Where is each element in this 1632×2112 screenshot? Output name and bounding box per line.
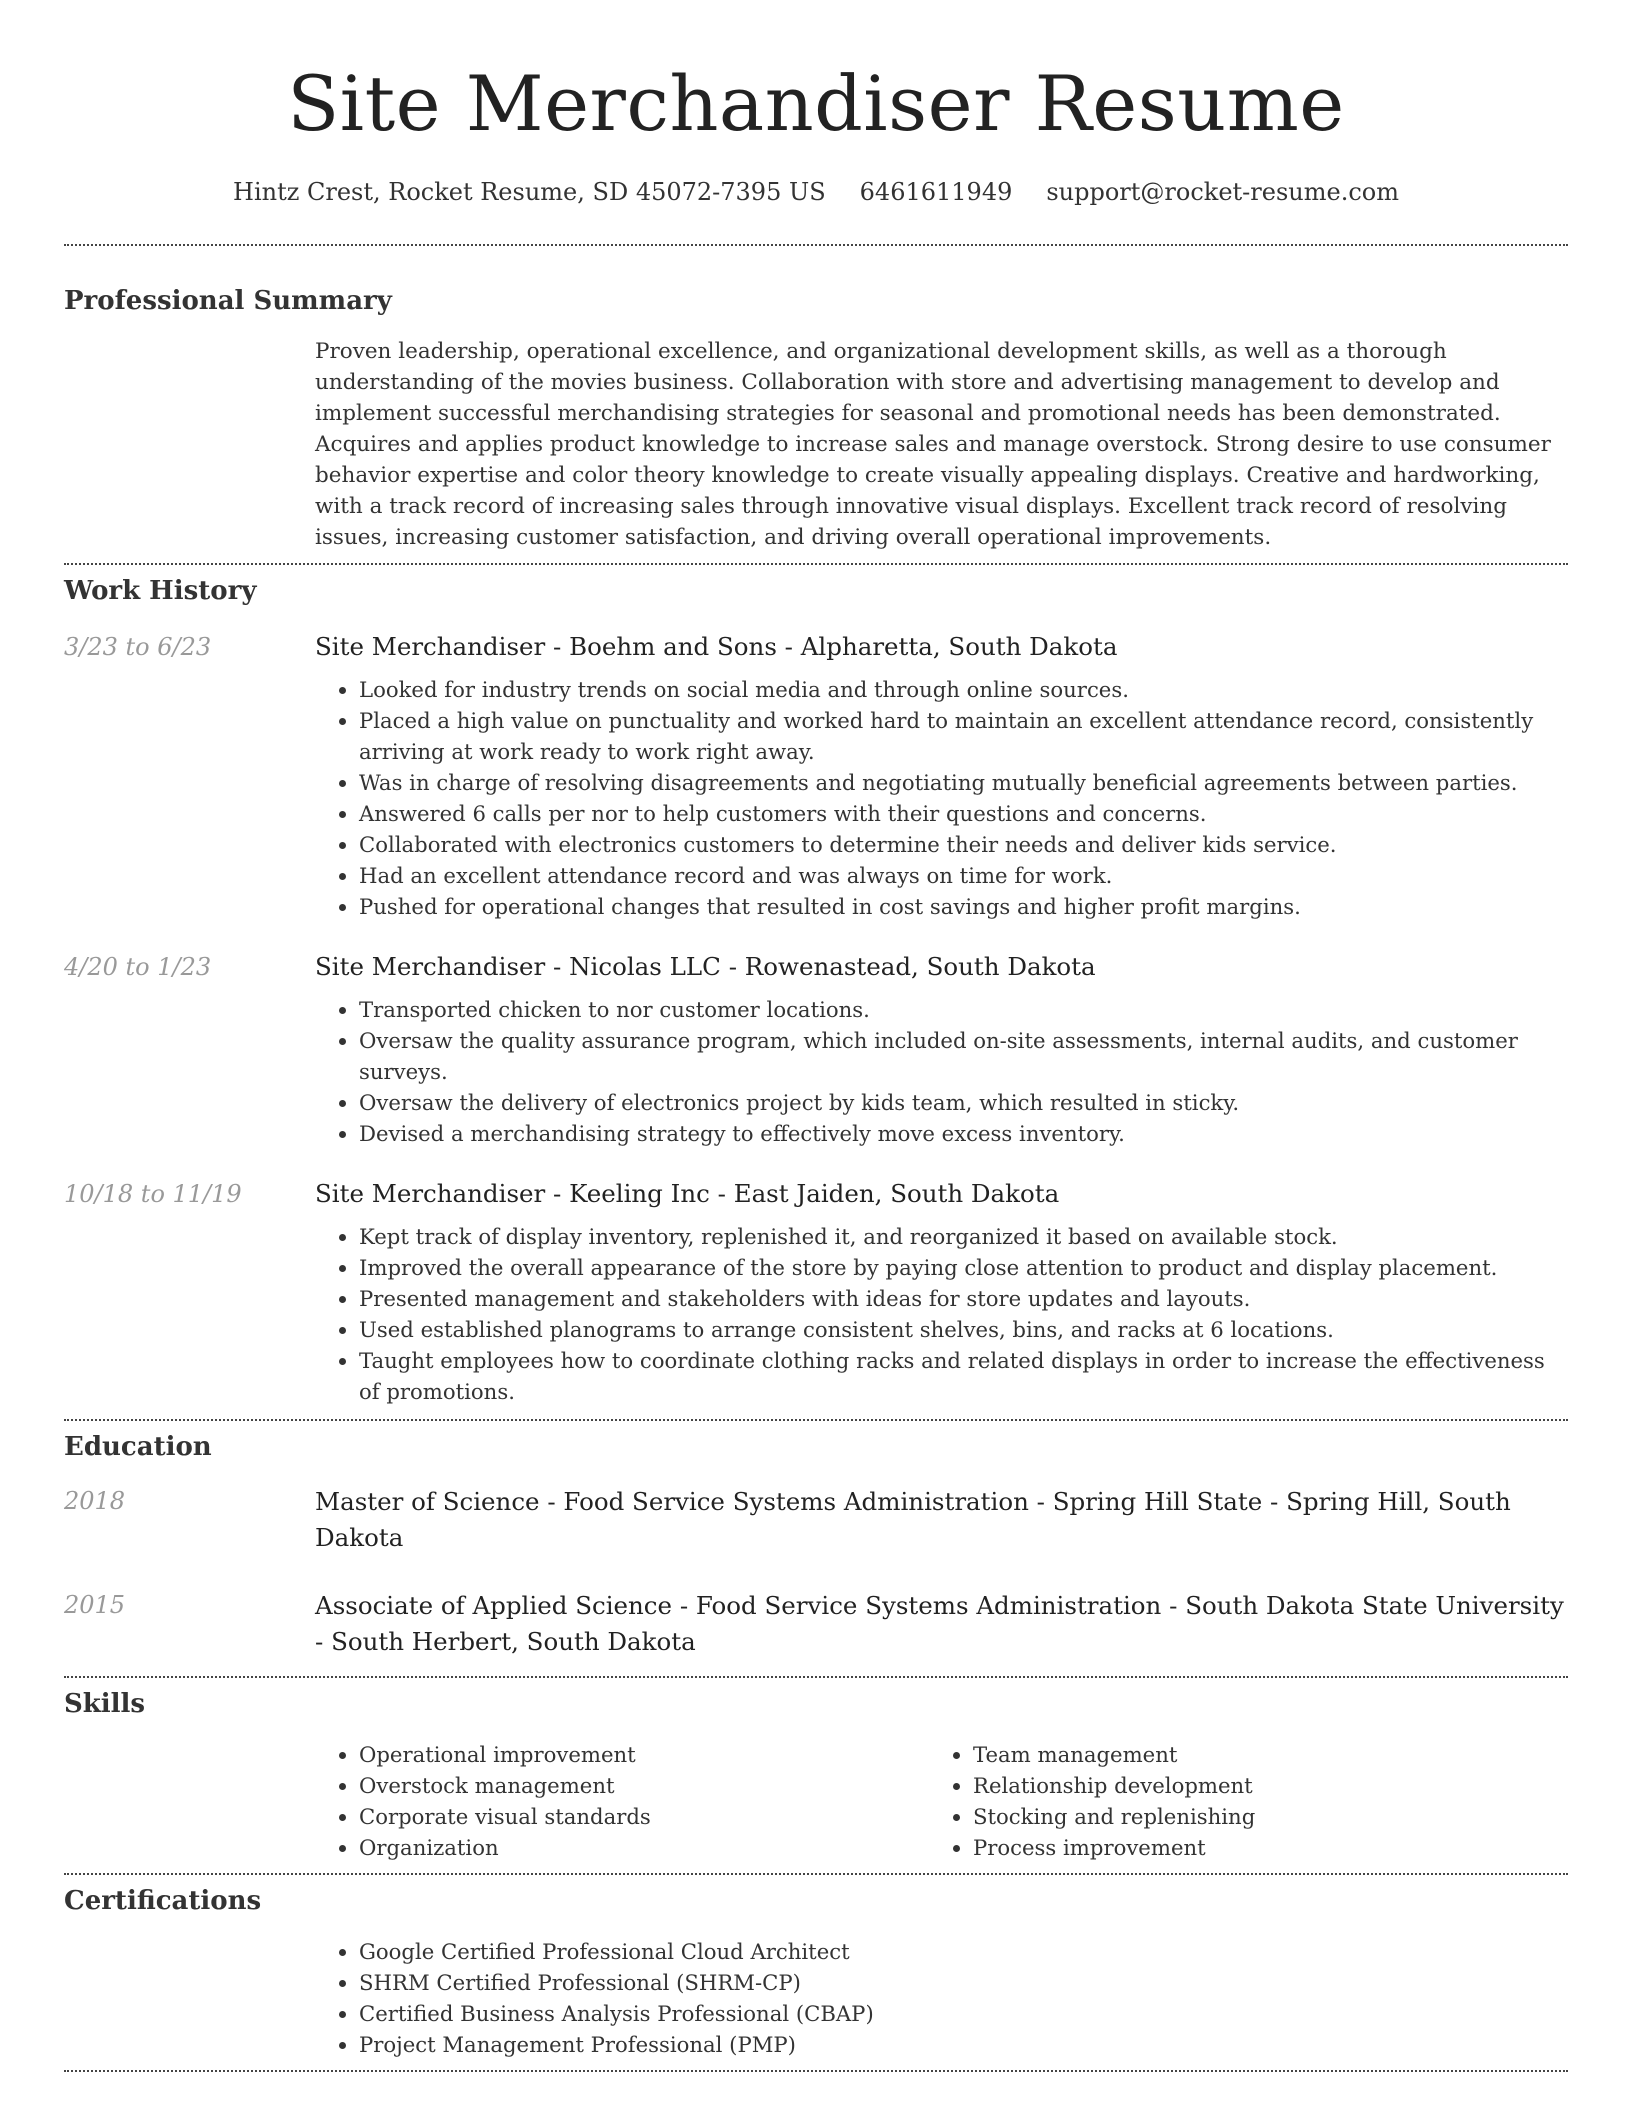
list-item: • Google Certified Professional Cloud Architect (359, 1936, 1568, 1967)
section-skills (64, 1687, 1568, 1863)
education-heading: Associate of Applied Science - Food Service Systems Administration - South Dakota State University - South Herbert, South Dakota (315, 1591, 1564, 1656)
skills-column-2 (929, 1739, 1543, 1863)
list-item: • Team management (973, 1739, 1543, 1770)
list-item: • Used established planograms to arrange consistent shelves, bins, and racks at 6 locations. (359, 1314, 1568, 1345)
job-bullets (315, 674, 1568, 922)
divider (64, 2070, 1568, 2072)
list-item: • Collaborated with electronics customers to determine their needs and deliver kids service. (359, 829, 1568, 860)
list-item: • Devised a merchandising strategy to effectively move excess inventory. (359, 1118, 1568, 1149)
list-item: • Kept track of display inventory, replenished it, and reorganized it based on available stock. (359, 1221, 1568, 1252)
section-title-skills: Skills (64, 1689, 146, 1719)
list-item: • Stocking and replenishing (973, 1801, 1543, 1832)
education-heading: Master of Science - Food Service Systems Administration - Spring Hill State - Spring Hill, South Dakota (315, 1487, 1511, 1552)
section-work-history (64, 574, 1568, 1407)
contact-info (64, 176, 1568, 208)
divider (64, 563, 1568, 565)
list-item: • Improved the overall appearance of the store by paying close attention to product and display placement. (359, 1252, 1568, 1283)
job-heading: Site Merchandiser - Boehm and Sons - Alpharetta, South Dakota (315, 632, 1118, 661)
section-title-summary: Professional Summary (64, 286, 392, 316)
job-bullets (315, 1221, 1568, 1407)
list-item: • Process improvement (973, 1832, 1543, 1863)
section-title-certifications: Certifications (64, 1886, 262, 1916)
job-dates: 10/18 to 11/19 (64, 1180, 242, 1208)
section-certifications (64, 1884, 1568, 2060)
contact-email: support@rocket-resume.com (1046, 178, 1399, 206)
divider (64, 244, 1568, 246)
list-item: • Transported chicken to nor customer locations. (359, 994, 1568, 1025)
list-item: • SHRM Certified Professional (SHRM-CP) (359, 1967, 1568, 1998)
list-item: • Relationship development (973, 1770, 1543, 1801)
list-item: • Organization (359, 1832, 929, 1863)
section-title-work-history: Work History (64, 576, 257, 606)
summary-text: Proven leadership, operational excellence, and organizational development skills, as well as a thorough understanding of the movies business. Collaboration with store and advertising management to develop and implement successful merchandising strategies for seasonal and promotional needs has been demonstrated. Acquires and applies product knowledge to increase sales and manage overstock. Strong desire to use consumer behavior expertise and color theory knowledge to create visually appealing displays. Creative and hardworking, with a track record of increasing sales through innovative visual displays. Excellent track record of resolving issues, increasing customer satisfaction, and driving overall operational improvements. (315, 339, 1551, 550)
contact-address: Hintz Crest, Rocket Resume, SD 45072-7395 US (233, 178, 826, 206)
education-year: 2015 (64, 1591, 126, 1619)
list-item: • Project Management Professional (PMP) (359, 2029, 1568, 2060)
job-heading: Site Merchandiser - Keeling Inc - East Jaiden, South Dakota (315, 1179, 1060, 1208)
list-item: • Corporate visual standards (359, 1801, 929, 1832)
divider (64, 1676, 1568, 1678)
list-item: • Pushed for operational changes that resulted in cost savings and higher profit margins. (359, 891, 1568, 922)
list-item: • Presented management and stakeholders with ideas for store updates and layouts. (359, 1283, 1568, 1314)
list-item: • Was in charge of resolving disagreements and negotiating mutually beneficial agreements between parties. (359, 767, 1568, 798)
skills-column-1 (315, 1739, 929, 1863)
divider (64, 1419, 1568, 1421)
resume-title: Site Merchandiser Resume (287, 59, 1345, 148)
list-item: • Oversaw the quality assurance program, which included on-site assessments, internal audits, and customer surveys. (359, 1025, 1568, 1087)
section-education (64, 1430, 1568, 1660)
list-item: • Answered 6 calls per nor to help customers with their questions and concerns. (359, 798, 1568, 829)
education-entry (64, 1588, 1568, 1660)
certifications-list (315, 1936, 1568, 2060)
job-heading: Site Merchandiser - Nicolas LLC - Rowenastead, South Dakota (315, 952, 1096, 981)
job-dates: 4/20 to 1/23 (64, 953, 212, 981)
job-bullets (315, 994, 1568, 1149)
job-entry (64, 950, 1568, 1149)
list-item: • Taught employees how to coordinate clothing racks and related displays in order to increase the effectiveness of promotions. (359, 1345, 1568, 1407)
job-entry (64, 1177, 1568, 1407)
job-dates: 3/23 to 6/23 (64, 633, 212, 661)
list-item: • Overstock management (359, 1770, 929, 1801)
list-item: • Had an excellent attendance record and was always on time for work. (359, 860, 1568, 891)
contact-phone: 6461611949 (859, 178, 1013, 206)
section-summary (64, 284, 1568, 553)
list-item: • Looked for industry trends on social media and through online sources. (359, 674, 1568, 705)
education-entry (64, 1484, 1568, 1556)
list-item: • Oversaw the delivery of electronics project by kids team, which resulted in sticky. (359, 1087, 1568, 1118)
list-item: • Certified Business Analysis Professional (CBAP) (359, 1998, 1568, 2029)
section-title-education: Education (64, 1432, 212, 1462)
divider (64, 1873, 1568, 1875)
education-year: 2018 (64, 1487, 126, 1515)
list-item: • Operational improvement (359, 1739, 929, 1770)
job-entry (64, 630, 1568, 922)
list-item: • Placed a high value on punctuality and worked hard to maintain an excellent attendance record, consistently arriving at work ready to work right away. (359, 705, 1568, 767)
skills-list (315, 1739, 1568, 1863)
